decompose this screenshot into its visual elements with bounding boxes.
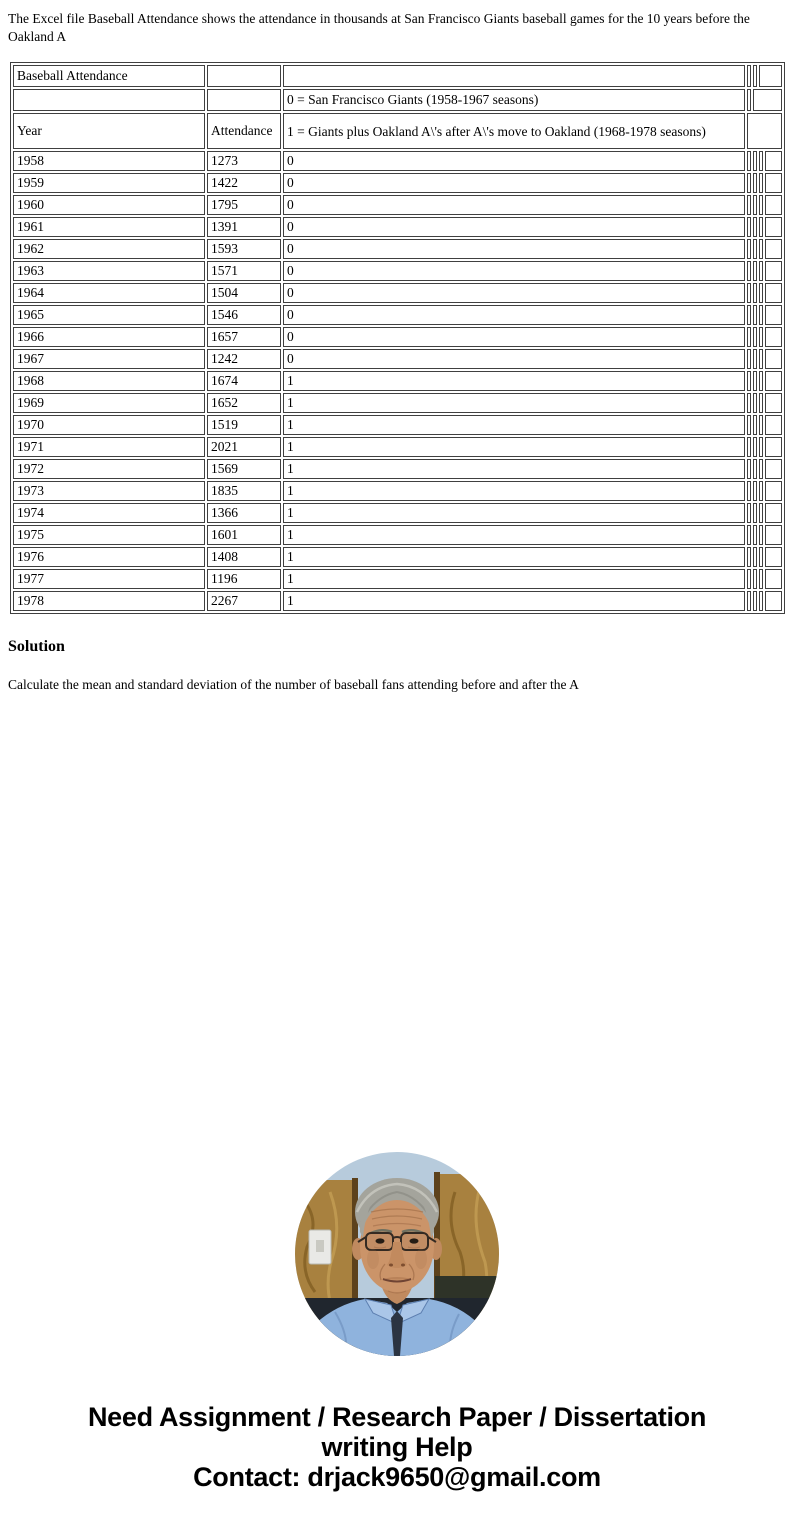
instructor-portrait-photo [295, 1152, 499, 1356]
blank-cell [765, 459, 782, 479]
era-flag-cell: 1 [283, 481, 745, 501]
blank-cell [765, 415, 782, 435]
table-artifact-cell [753, 371, 757, 391]
attendance-cell: 1652 [207, 393, 281, 413]
attendance-cell: 1391 [207, 217, 281, 237]
empty-cell [207, 89, 281, 111]
attendance-cell: 1569 [207, 459, 281, 479]
table-row [13, 481, 782, 501]
empty-cell [13, 89, 205, 111]
year-cell: 1963 [13, 261, 205, 281]
table-artifact-cell [753, 173, 757, 193]
table-row [13, 217, 782, 237]
era-flag-cell: 0 [283, 217, 745, 237]
table-artifact-cell [759, 349, 763, 369]
era-flag-cell: 0 [283, 195, 745, 215]
table-artifact-cell [759, 371, 763, 391]
year-cell: 1969 [13, 393, 205, 413]
blank-cell [765, 371, 782, 391]
table-artifact-cell [753, 65, 757, 87]
table-artifact-cell [747, 459, 751, 479]
era-flag-cell: 1 [283, 393, 745, 413]
year-cell: 1970 [13, 415, 205, 435]
table-artifact-cell [759, 415, 763, 435]
table-artifact-cell [753, 217, 757, 237]
table-artifact-cell [753, 239, 757, 259]
blank-cell [765, 305, 782, 325]
table-artifact-cell [747, 151, 751, 171]
table-artifact-cell [759, 569, 763, 589]
table-artifact-cell [747, 217, 751, 237]
blank-cell [765, 239, 782, 259]
attendance-cell: 1422 [207, 173, 281, 193]
year-cell: 1975 [13, 525, 205, 545]
footer-help-line-1: Need Assignment / Research Paper / Dissertation [87, 1402, 707, 1432]
table-artifact-cell [759, 217, 763, 237]
year-cell: 1974 [13, 503, 205, 523]
year-cell: 1965 [13, 305, 205, 325]
era-flag-cell: 1 [283, 525, 745, 545]
attendance-cell: 1366 [207, 503, 281, 523]
year-cell: 1958 [13, 151, 205, 171]
table-title-row [13, 65, 782, 87]
table-row [13, 173, 782, 193]
table-artifact-cell [753, 459, 757, 479]
attendance-cell: 1571 [207, 261, 281, 281]
era-flag-cell: 1 [283, 371, 745, 391]
table-artifact-cell [759, 195, 763, 215]
era-flag-cell: 1 [283, 437, 745, 457]
era-flag-cell: 1 [283, 459, 745, 479]
era-flag-cell: 0 [283, 173, 745, 193]
table-artifact-cell [753, 547, 757, 567]
footer-contact-email: Contact: drjack9650@gmail.com [193, 1462, 601, 1492]
table-artifact-cell [759, 547, 763, 567]
table-artifact-cell [759, 481, 763, 501]
table-row [13, 415, 782, 435]
column-header-row [13, 113, 782, 149]
blank-cell [765, 437, 782, 457]
table-artifact-cell [747, 415, 751, 435]
footer-help-line-2: writing Help [321, 1432, 473, 1462]
blank-cell [765, 569, 782, 589]
table-row [13, 283, 782, 303]
table-row [13, 437, 782, 457]
table-row [13, 239, 782, 259]
table-artifact-cell [747, 437, 751, 457]
table-artifact-cell [759, 393, 763, 413]
table-artifact-cell [747, 65, 751, 87]
blank-cell [765, 261, 782, 281]
empty-cell [207, 65, 281, 87]
table-artifact-cell [753, 525, 757, 545]
intro-paragraph: The Excel file Baseball Attendance shows the attendance in thousands at San Francisco Giants baseball games for the 10 years before the Oakland A [8, 11, 750, 44]
table-artifact-cell [753, 151, 757, 171]
blank-cell [765, 547, 782, 567]
solution-paragraph: Calculate the mean and standard deviation of the number of baseball fans attending before and after the A [8, 677, 579, 692]
portrait-illustration [295, 1152, 499, 1356]
table-row [13, 503, 782, 523]
table-artifact-cell [753, 415, 757, 435]
table-artifact-cell [759, 327, 763, 347]
attendance-table [10, 62, 785, 614]
attendance-cell: 1674 [207, 371, 281, 391]
table-artifact-cell [759, 173, 763, 193]
blank-cell [753, 89, 782, 111]
attendance-cell: 1242 [207, 349, 281, 369]
table-artifact-cell [753, 195, 757, 215]
table-artifact-cell [753, 437, 757, 457]
attendance-cell: 1593 [207, 239, 281, 259]
table-row [13, 151, 782, 171]
blank-cell [765, 349, 782, 369]
attendance-cell: 1519 [207, 415, 281, 435]
table-artifact-cell [753, 261, 757, 281]
blank-cell [765, 327, 782, 347]
table-row [13, 591, 782, 611]
blank-cell [765, 151, 782, 171]
era-flag-cell: 0 [283, 283, 745, 303]
table-artifact-cell [759, 503, 763, 523]
era-flag-cell: 0 [283, 327, 745, 347]
blank-cell [765, 525, 782, 545]
table-row [13, 261, 782, 281]
era-flag-cell: 0 [283, 305, 745, 325]
table-row [13, 195, 782, 215]
table-artifact-cell [747, 195, 751, 215]
table-row [13, 569, 782, 589]
table-artifact-cell [753, 327, 757, 347]
table-artifact-cell [747, 173, 751, 193]
year-header-cell: Year [13, 113, 205, 149]
table-artifact-cell [747, 503, 751, 523]
year-cell: 1971 [13, 437, 205, 457]
table-artifact-cell [753, 393, 757, 413]
table-row [13, 327, 782, 347]
table-artifact-cell [747, 371, 751, 391]
attendance-cell: 1273 [207, 151, 281, 171]
attendance-cell: 1795 [207, 195, 281, 215]
table-artifact-cell [747, 327, 751, 347]
table-artifact-cell [759, 437, 763, 457]
attendance-cell: 1546 [207, 305, 281, 325]
table-artifact-cell [759, 305, 763, 325]
table-artifact-cell [759, 591, 763, 611]
table-artifact-cell [753, 569, 757, 589]
year-cell: 1961 [13, 217, 205, 237]
attendance-cell: 1196 [207, 569, 281, 589]
attendance-cell: 1657 [207, 327, 281, 347]
era-flag-cell: 1 [283, 415, 745, 435]
table-artifact-cell [753, 481, 757, 501]
blank-cell [765, 283, 782, 303]
table-artifact-cell [759, 151, 763, 171]
year-cell: 1973 [13, 481, 205, 501]
table-artifact-cell [747, 525, 751, 545]
attendance-table-body [13, 65, 782, 611]
year-cell: 1966 [13, 327, 205, 347]
table-artifact-cell [759, 525, 763, 545]
empty-cell [283, 65, 745, 87]
year-cell: 1976 [13, 547, 205, 567]
attendance-cell: 1601 [207, 525, 281, 545]
blank-cell [747, 113, 782, 149]
blank-cell [765, 591, 782, 611]
blank-cell [765, 481, 782, 501]
table-title-cell: Baseball Attendance [13, 65, 205, 87]
table-artifact-cell [747, 481, 751, 501]
year-cell: 1972 [13, 459, 205, 479]
year-cell: 1964 [13, 283, 205, 303]
year-cell: 1978 [13, 591, 205, 611]
blank-cell [765, 217, 782, 237]
year-cell: 1959 [13, 173, 205, 193]
legend-zero-row [13, 89, 782, 111]
table-row [13, 525, 782, 545]
table-artifact-cell [753, 503, 757, 523]
table-artifact-cell [747, 393, 751, 413]
table-artifact-cell [747, 349, 751, 369]
era-flag-cell: 0 [283, 239, 745, 259]
table-artifact-cell [753, 591, 757, 611]
table-artifact-cell [747, 261, 751, 281]
year-cell: 1960 [13, 195, 205, 215]
attendance-cell: 1835 [207, 481, 281, 501]
year-cell: 1967 [13, 349, 205, 369]
table-artifact-cell [759, 239, 763, 259]
table-artifact-cell [747, 591, 751, 611]
blank-cell [765, 173, 782, 193]
table-artifact-cell [747, 547, 751, 567]
table-row [13, 459, 782, 479]
document-page [0, 0, 794, 702]
attendance-cell: 2021 [207, 437, 281, 457]
era-flag-cell: 0 [283, 261, 745, 281]
solution-heading: Solution [8, 638, 65, 655]
table-artifact-cell [747, 305, 751, 325]
table-artifact-cell [753, 305, 757, 325]
dashed-border-artifact-cell [759, 65, 782, 87]
table-artifact-cell [753, 283, 757, 303]
table-artifact-cell [759, 283, 763, 303]
table-row [13, 305, 782, 325]
table-artifact-cell [759, 459, 763, 479]
table-artifact-cell [759, 261, 763, 281]
era-flag-cell: 1 [283, 547, 745, 567]
table-artifact-cell [747, 89, 751, 111]
table-artifact-cell [747, 239, 751, 259]
year-cell: 1977 [13, 569, 205, 589]
attendance-cell: 1504 [207, 283, 281, 303]
legend-one-cell: 1 = Giants plus Oakland A\'s after A\'s move to Oakland (1968-1978 seasons) [283, 113, 745, 149]
era-flag-cell: 0 [283, 349, 745, 369]
year-cell: 1962 [13, 239, 205, 259]
era-flag-cell: 1 [283, 503, 745, 523]
blank-cell [765, 195, 782, 215]
blank-cell [765, 393, 782, 413]
legend-zero-cell: 0 = San Francisco Giants (1958-1967 seasons) [283, 89, 745, 111]
table-artifact-cell [753, 349, 757, 369]
table-artifact-cell [747, 283, 751, 303]
table-row [13, 547, 782, 567]
table-row [13, 371, 782, 391]
era-flag-cell: 1 [283, 591, 745, 611]
attendance-cell: 2267 [207, 591, 281, 611]
era-flag-cell: 1 [283, 569, 745, 589]
footer-contact-block [0, 1402, 794, 1492]
attendance-header-cell: Attendance [207, 113, 281, 149]
blank-cell [765, 503, 782, 523]
table-row [13, 393, 782, 413]
year-cell: 1968 [13, 371, 205, 391]
table-row [13, 349, 782, 369]
attendance-cell: 1408 [207, 547, 281, 567]
era-flag-cell: 0 [283, 151, 745, 171]
table-artifact-cell [747, 569, 751, 589]
